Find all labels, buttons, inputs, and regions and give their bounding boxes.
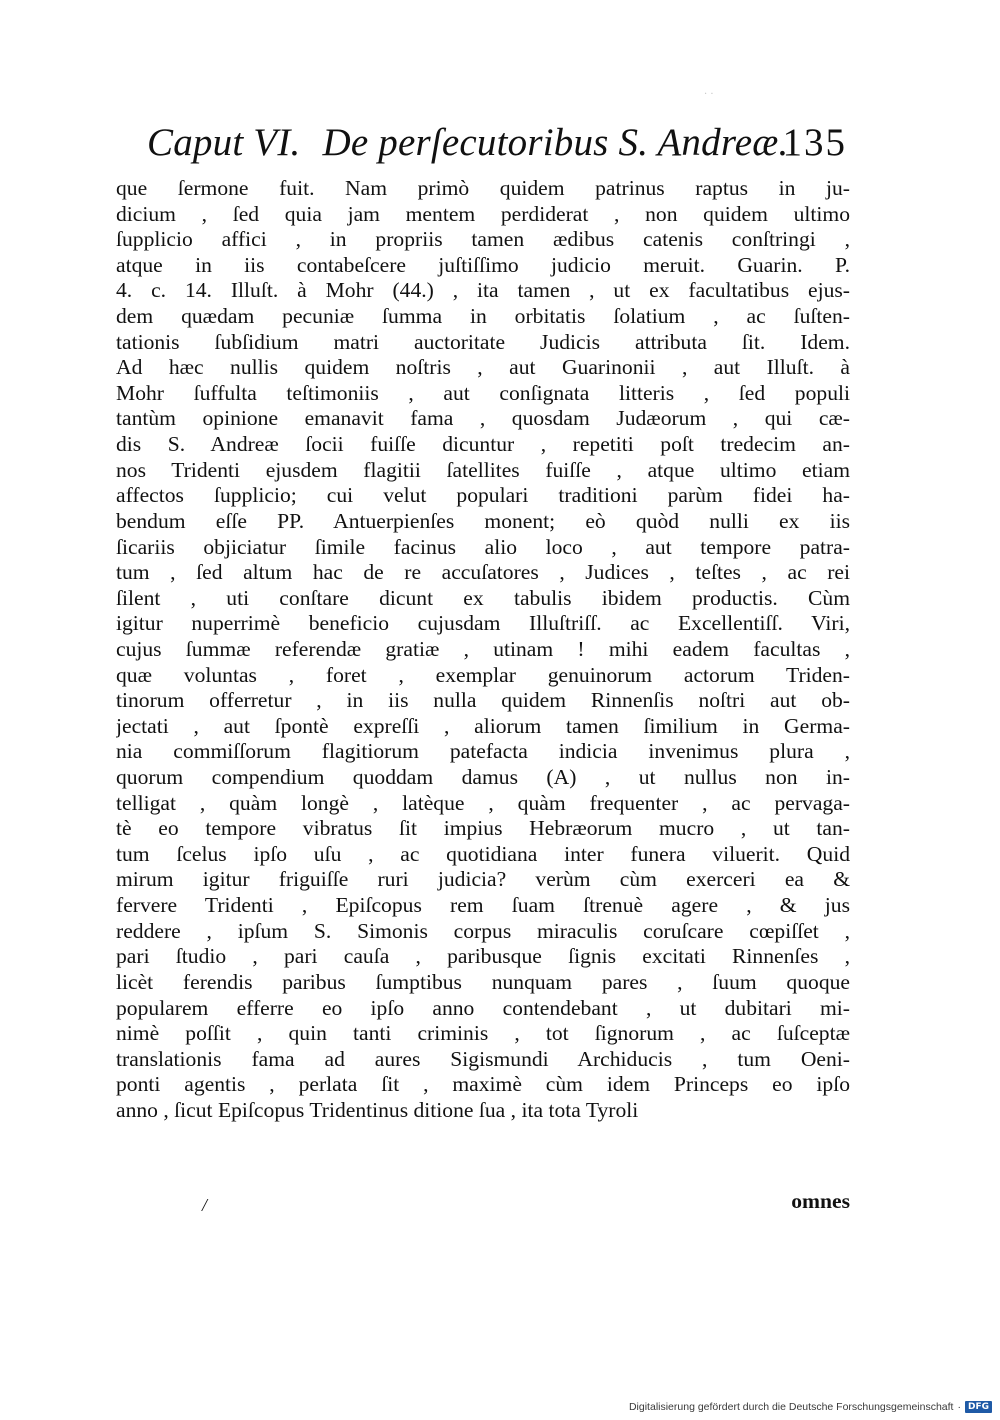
text-line: tantùm opinione emanavit fama , quosdam Judæorum , qui cæ- <box>116 406 850 431</box>
scan-speck: · · <box>704 89 714 100</box>
text-line: pari ſtudio , pari cauſa , paribusque ſignis excitati Rinnenſes , <box>116 944 850 969</box>
text-line: affectos ſupplicio; cui velut populari traditioni parùm fidei ha- <box>116 483 850 508</box>
catchword: omnes <box>791 1189 850 1213</box>
text-line: quæ voluntas , foret , exemplar genuinorum actorum Triden- <box>116 662 850 687</box>
margin-mark: / <box>202 1195 208 1215</box>
text-line: fervere Tridenti , Epiſcopus rem ſuam ſtrenuè agere , & jus <box>116 893 850 918</box>
text-line: ſilent , uti conſtare dicunt ex tabulis ibidem productis. Cùm <box>116 585 850 610</box>
text-line: mirum igitur friguiſſe ruri judicia? verùm cùm exerceri ea & <box>116 867 850 892</box>
text-line: popularem efferre eo ipſo anno contendebant , ut dubitari mi- <box>116 995 850 1020</box>
text-line: dis S. Andreæ ſocii fuiſſe dicuntur , repetiti poſt tredecim an- <box>116 432 850 457</box>
text-line: tinorum offerretur , in iis nulla quidem Rinnenſis noſtri aut ob- <box>116 688 850 713</box>
text-line: Mohr ſuffulta teſtimoniis , aut conſignata litteris , ſed populi <box>116 380 850 405</box>
text-line: nia commiſſorum flagitiorum patefacta indicia invenimus plura , <box>116 739 850 764</box>
text-line: ſupplicio affici , in propriis tamen ædibus catenis conſtringi , <box>116 227 850 252</box>
text-line: tum ſcelus ipſo uſu , ac quotidiana inter funera viluerit. Quid <box>116 841 850 866</box>
text-line: bendum eſſe PP. Antuerpienſes monent; eò quòd nulli ex iis <box>116 508 850 533</box>
text-line: cujus ſummæ referendæ gratiæ , utinam ! mihi eadem facultas , <box>116 636 850 661</box>
text-line: anno , ſicut Epiſcopus Tridentinus ditione ſua , ita tota Tyroli <box>116 1097 639 1122</box>
text-line: dem quædam pecuniæ ſumma in orbitatis ſolatium , ac ſuſten- <box>116 304 850 329</box>
text-line: nos Tridenti ejusdem flagitii ſatellites fuiſſe , atque ultimo etiam <box>116 457 850 482</box>
text-line: jectati , aut ſpontè expreſſi , aliorum tamen ſimilium in Germa- <box>116 713 850 738</box>
text-line: ſicariis objiciatur ſimile facinus alio loco , aut tempore patra- <box>116 534 850 559</box>
text-line: translationis fama ad aures Sigismundi Archiducis , tum Oeni- <box>116 1046 850 1071</box>
text-line: quorum compendium quoddam damus (A) , ut nullus non in- <box>116 765 850 790</box>
text-line: telligat , quàm longè , latèque , quàm frequenter , ac pervaga- <box>116 790 850 815</box>
body-text <box>116 176 850 1124</box>
text-line: tè eo tempore vibratus ſit impius Hebræorum mucro , ut tan- <box>116 816 850 841</box>
text-line: ponti agentis , perlata ſit , maximè cùm idem Princeps eo ipſo <box>116 1072 850 1097</box>
dfg-logo-icon: DFG <box>965 1401 992 1413</box>
text-line: que ſermone fuit. Nam primò quidem patrinus raptus in ju- <box>116 176 850 200</box>
digitization-credit: Digitalisierung gefördert durch die Deutsche Forschungsgemeinschaft · DFG <box>629 1400 992 1414</box>
running-head <box>147 118 847 168</box>
text-line: licèt ferendis paribus ſumptibus nunquam pares , ſuum quoque <box>116 969 850 994</box>
text-line: tationis ſubſidium matri auctoritate Judicis attributa ſit. Idem. <box>116 329 850 354</box>
text-line: 4. c. 14. Illuſt. à Mohr (44.) , ita tamen , ut ex facultatibus ejus- <box>116 278 850 303</box>
text-line: tum , ſed altum hac de re accuſatores , Judices , teſtes , ac rei <box>116 560 850 585</box>
page-number: 135 <box>782 121 847 164</box>
chapter-label: Caput VI. <box>147 121 301 164</box>
text-line: igitur nuperrimè beneficio cujusdam Illuſtriſſ. ac Excellentiſſ. Viri, <box>116 611 850 636</box>
text-line: dicium , ſed quia jam mentem perdiderat , non quidem ultimo <box>116 201 850 226</box>
text-line: nimè poſſit , quin tanti criminis , tot ſignorum , ac ſuſceptæ <box>116 1021 850 1046</box>
text-line: atque in iis contabeſcere juſtiſſimo judicio meruit. Guarin. P. <box>116 252 850 277</box>
credit-text: Digitalisierung gefördert durch die Deutsche Forschungsgemeinschaft <box>628 1401 954 1413</box>
chapter-title: De perſecutoribus S. Andreæ. <box>322 121 789 164</box>
text-line: Ad hæc nullis quidem noſtris , aut Guarinonii , aut Illuſt. à <box>116 355 850 380</box>
text-line: reddere , ipſum S. Simonis corpus miraculis coruſcare cœpiſſet , <box>116 918 850 943</box>
